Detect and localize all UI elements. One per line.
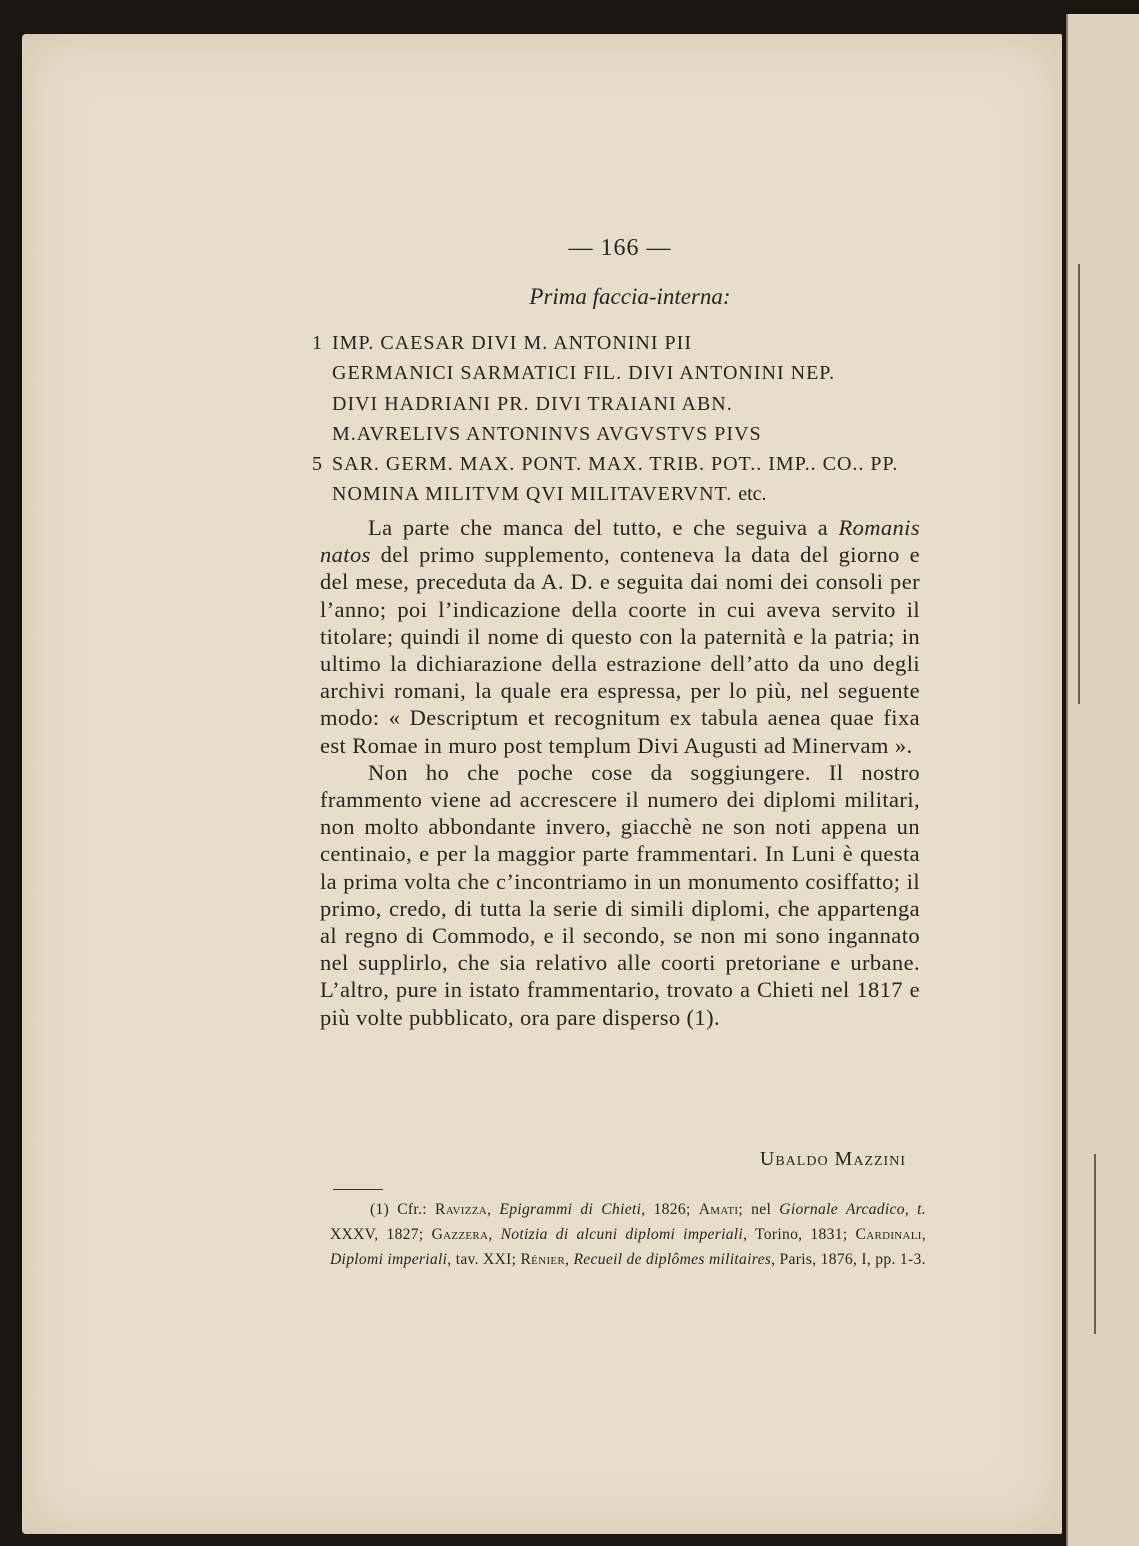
footnote-marker: (1) Cfr.: bbox=[370, 1201, 436, 1218]
citation-author: Cardinali bbox=[855, 1225, 922, 1243]
inscription-line bbox=[312, 419, 932, 449]
line-number: 5 bbox=[312, 453, 323, 476]
citation-author: Rénier bbox=[520, 1250, 566, 1268]
inscription-line bbox=[312, 449, 932, 479]
inscription-text: M.AVRELIVS ANTONINVS AVGVSTVS PIVS bbox=[332, 422, 762, 445]
citation-detail: ; nel bbox=[738, 1201, 780, 1218]
section-subtitle: Prima faccia-interna: bbox=[529, 284, 731, 309]
line-number: 1 bbox=[312, 332, 323, 354]
italic-phrase: Romanis natos bbox=[320, 515, 920, 568]
body-text bbox=[320, 514, 920, 1031]
citation-author: Amati bbox=[698, 1201, 739, 1218]
citation-author: Gazzera bbox=[431, 1225, 489, 1243]
citation-title: Notizia di alcuni diplomi imperiali bbox=[500, 1225, 744, 1243]
citation-detail: , tav. XXI; bbox=[447, 1250, 521, 1268]
citation-title: Diplomi imperiali bbox=[330, 1250, 448, 1268]
inscription-etc: etc. bbox=[738, 483, 767, 506]
footnote-text: (1) Cfr.: Ravizza, Epigrammi di Chieti, 1826; Amati; nel Giornale Arcadico, t. XXXV, 1827; Gazzera, Notizia di alcuni diplomi imperiali, Torino, 1831; Cardinali, Diplomi imperiali, tav. XXI; Rénier, Recueil de diplômes militaires, Paris, 1876, I, pp. 1-3. bbox=[330, 1201, 926, 1268]
footnote-rule bbox=[333, 1189, 383, 1190]
inscription-text: DIVI HADRIANI PR. DIVI TRAIANI ABN. bbox=[332, 392, 733, 415]
citation-detail: , Paris, 1876, I, pp. 1-3. bbox=[771, 1250, 926, 1268]
paragraph: Non ho che poche cose da soggiungere. Il nostro frammento viene ad accrescere il numero dei diplomi militari, non molto abbondante invero, giacchè ne son noti appena un centinaio, e per la maggior parte frammentari. In Luni è questa la prima volta che c’incontriamo in un monumento cosiffatto; il primo, credo, di tutta la serie di simili diplomi, che appartenga al regno di Commodo, e il secondo, se non mi sono ingannato nel supplirlo, che sia relativo alle coorti pretoriane e urbane. L’altro, pure in istato frammentario, trovato a Chieti nel 1817 e più volte pubblicato, ora pare disperso (1). bbox=[320, 759, 920, 1030]
inscription-line bbox=[312, 389, 932, 419]
paragraph-text: del primo supplemento, conteneva la data del giorno e del mese, preceduta da A. D. e seguita dai nomi dei consoli per l’anno; poi l’indicazione della coorte in cui aveva servito il titolare; quindi il nome di questo con la paternità e la patria; in ultimo la dichiarazione della estrazione dell’atto da uno degli archivi romani, la quale era espressa, per lo più, nel seguente modo: « Descriptum et recognitum ex tabula aenea quae fixa est Romae in muro post templum Divi Augusti ad Minervam ». bbox=[320, 542, 920, 758]
citation-title: Recueil de diplômes militaires bbox=[573, 1250, 772, 1268]
paragraph bbox=[320, 514, 920, 759]
citation-detail: , 1826; bbox=[641, 1201, 699, 1218]
footnote bbox=[330, 1198, 926, 1272]
citation-detail: , Torino, 1831; bbox=[743, 1225, 856, 1243]
citation-title: Epigrammi di Chieti bbox=[499, 1201, 642, 1218]
inscription-line bbox=[312, 358, 932, 388]
citation-author: Ravizza bbox=[435, 1201, 488, 1218]
citation-detail: XXXV, 1827; bbox=[330, 1225, 432, 1243]
inscription-block bbox=[312, 328, 932, 510]
author-signature: Ubaldo Mazzini bbox=[759, 1148, 906, 1170]
inscription-line bbox=[312, 328, 932, 358]
paragraph-text: La parte che manca del tutto, e che seguiva a bbox=[368, 515, 839, 540]
inscription-text: SAR. GERM. MAX. PONT. MAX. TRIB. POT.. IMP.. CO.. PP. bbox=[332, 453, 899, 476]
inscription-text: GERMANICI SARMATICI FIL. DIVI ANTONINI NEP. bbox=[332, 362, 836, 385]
inscription-text: NOMINA MILITVM QVI MILITAVERVNT. bbox=[332, 483, 733, 506]
citation-title: Giornale Arcadico, t. bbox=[779, 1201, 926, 1218]
inscription-line bbox=[312, 479, 932, 509]
page-number: — 166 — bbox=[568, 235, 672, 261]
inscription-text: IMP. CAESAR DIVI M. ANTONINI PII bbox=[332, 332, 692, 354]
